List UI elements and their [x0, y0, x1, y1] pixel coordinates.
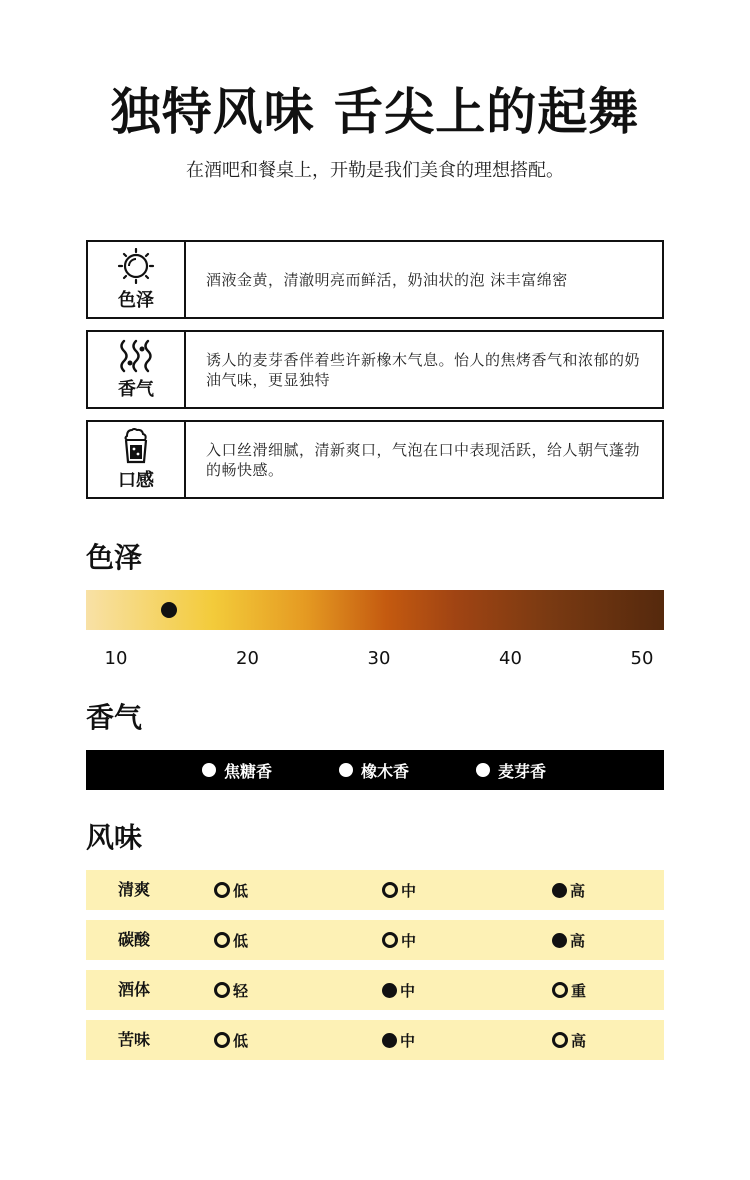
- flavor-option-label: 高: [570, 931, 586, 950]
- flavor-label: 酒体: [118, 980, 151, 999]
- aroma-icon: [116, 339, 156, 373]
- empty-ring-icon: [214, 932, 230, 948]
- flavor-option-label: 低: [233, 931, 249, 950]
- flavor-option-label: 高: [571, 1031, 587, 1050]
- card-icon-cell: [88, 422, 186, 497]
- aroma-label: 麦芽香: [498, 761, 547, 781]
- empty-ring-icon: [214, 982, 230, 998]
- flavor-option: [214, 920, 248, 960]
- flavor-label: 清爽: [118, 880, 151, 899]
- empty-ring-icon: [552, 982, 568, 998]
- flavor-option-label: 低: [233, 881, 249, 900]
- aroma-label: 橡木香: [361, 761, 410, 781]
- flavor-row: [86, 1020, 664, 1060]
- card-aroma: [86, 330, 664, 409]
- card-label: 香气: [118, 378, 154, 400]
- scale-tick-label: 50: [630, 648, 654, 669]
- aroma-item: [476, 750, 546, 790]
- sun-icon: [116, 248, 156, 284]
- flavor-option-label: 中: [401, 881, 417, 900]
- section-title-aroma: 香气: [86, 701, 143, 734]
- flavor-option: [214, 1020, 248, 1060]
- card-label: 色泽: [118, 289, 154, 311]
- aroma-bar: [86, 750, 664, 790]
- flavor-option: [214, 870, 248, 910]
- flavor-option: [214, 970, 248, 1010]
- aroma-item: [202, 750, 272, 790]
- empty-ring-icon: [214, 882, 230, 898]
- page-subtitle: 在酒吧和餐桌上，开勒是我们美食的理想搭配。: [186, 160, 564, 181]
- scale-tick-label: 10: [104, 648, 128, 669]
- flavor-option: [382, 870, 416, 910]
- card-description: 酒液金黄，清澈明亮而鲜活，奶油状的泡 沫丰富绵密: [206, 270, 568, 289]
- flavor-option-label: 中: [400, 981, 416, 1000]
- flavor-option: [552, 1020, 586, 1060]
- filled-dot-icon: [552, 933, 567, 948]
- section-title-color: 色泽: [86, 541, 143, 574]
- flavor-option-label: 重: [571, 981, 587, 1000]
- bullet-icon: [339, 763, 353, 777]
- flavor-row: [86, 920, 664, 960]
- flavor-option-label: 中: [401, 931, 417, 950]
- empty-ring-icon: [382, 882, 398, 898]
- aroma-item: [339, 750, 409, 790]
- card-icon-cell: [88, 332, 186, 407]
- flavor-option-label: 中: [400, 1031, 416, 1050]
- page-title: 独特风味 舌尖上的起舞: [110, 82, 640, 141]
- flavor-option-label: 轻: [233, 981, 249, 1000]
- flavor-row: [86, 970, 664, 1010]
- aroma-label: 焦糖香: [224, 761, 273, 781]
- scale-tick-label: 30: [367, 648, 391, 669]
- card-description: 诱人的麦芽香伴着些许新橡木气息。怡人的焦烤香气和浓郁的奶油气味，更显独特: [206, 350, 641, 389]
- card-label: 口感: [118, 469, 154, 491]
- flavor-option-label: 高: [570, 881, 586, 900]
- filled-dot-icon: [552, 883, 567, 898]
- card-description: 入口丝滑细腻，清新爽口，气泡在口中表现活跃，给人朝气蓬勃的畅快感。: [206, 440, 641, 479]
- card-taste: [86, 420, 664, 499]
- empty-ring-icon: [382, 932, 398, 948]
- filled-dot-icon: [382, 983, 397, 998]
- color-marker: [161, 602, 177, 618]
- flavor-label: 苦味: [118, 1030, 151, 1049]
- scale-tick-label: 20: [236, 648, 259, 669]
- empty-ring-icon: [552, 1032, 568, 1048]
- bullet-icon: [476, 763, 490, 777]
- beer-glass-icon: [119, 428, 153, 464]
- flavor-option-label: 低: [233, 1031, 249, 1050]
- flavor-row: [86, 870, 664, 910]
- card-color: [86, 240, 664, 319]
- empty-ring-icon: [214, 1032, 230, 1048]
- bullet-icon: [202, 763, 216, 777]
- flavor-option: [382, 920, 416, 960]
- section-title-flavor: 风味: [86, 821, 143, 854]
- color-scale-ticks: [86, 648, 664, 670]
- flavor-option: [382, 970, 415, 1010]
- card-icon-cell: [88, 242, 186, 317]
- flavor-option: [552, 870, 585, 910]
- flavor-option: [382, 1020, 415, 1060]
- scale-tick-label: 40: [499, 648, 522, 669]
- flavor-label: 碳酸: [118, 930, 151, 949]
- flavor-option: [552, 970, 586, 1010]
- color-gradient-bar: [86, 590, 664, 630]
- filled-dot-icon: [382, 1033, 397, 1048]
- flavor-option: [552, 920, 585, 960]
